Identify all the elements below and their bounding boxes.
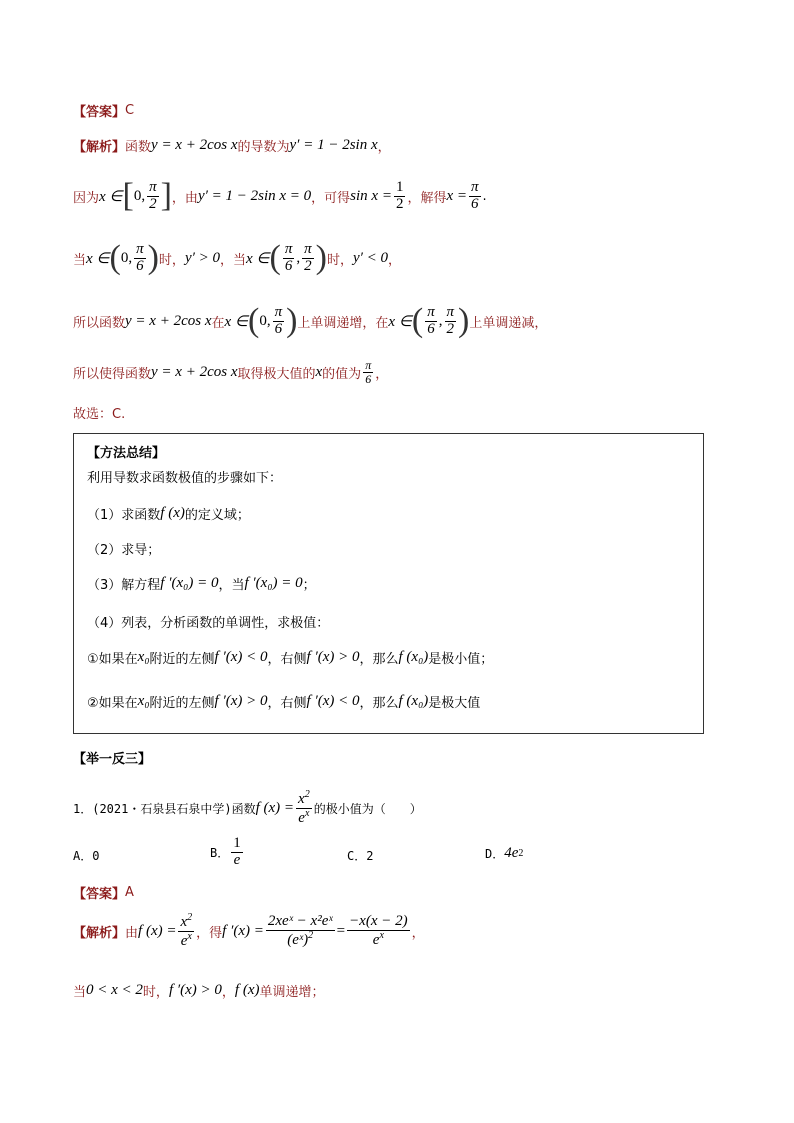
text: （4）列表，分析函数的单调性，求极值： bbox=[87, 616, 330, 631]
denominator: 6 bbox=[274, 320, 283, 337]
text: ，右侧 bbox=[267, 696, 307, 711]
left-paren: ( bbox=[411, 302, 424, 339]
math: f (x) = bbox=[138, 922, 177, 939]
denominator bbox=[371, 931, 386, 949]
denominator: 2 bbox=[395, 195, 404, 212]
text: 取得极大值的 bbox=[237, 366, 316, 382]
math: x bbox=[315, 363, 323, 380]
numerator: π bbox=[274, 303, 283, 320]
math: f ′(x) > 0 bbox=[168, 982, 222, 998]
fraction bbox=[273, 305, 285, 338]
numerator: π bbox=[427, 303, 435, 320]
math: y′ > 0 bbox=[184, 249, 220, 266]
text: 因为 bbox=[73, 190, 100, 206]
math: x ∈ bbox=[224, 313, 248, 330]
math: f ′(x) < 0 bbox=[214, 649, 268, 665]
text: 的定义域； bbox=[184, 508, 250, 523]
fraction bbox=[347, 914, 410, 949]
math: f (x₀) bbox=[398, 649, 429, 665]
numerator: π bbox=[446, 303, 455, 320]
method-title bbox=[87, 442, 165, 461]
text: （1）求函数 bbox=[87, 508, 161, 523]
denominator: 6 bbox=[471, 195, 479, 212]
math: y = x + 2cos x bbox=[151, 137, 238, 153]
method-title-text: 【方法总结】 bbox=[87, 446, 166, 461]
text: ， bbox=[411, 925, 425, 941]
text: ，得 bbox=[196, 925, 223, 941]
right-paren: ) bbox=[147, 239, 159, 276]
fraction bbox=[363, 359, 373, 385]
method-rule-1 bbox=[87, 648, 493, 667]
denominator bbox=[296, 809, 311, 827]
fraction bbox=[266, 914, 335, 949]
analysis-line-6 bbox=[73, 403, 125, 422]
numerator: π bbox=[136, 240, 144, 257]
exponent: 2 bbox=[187, 912, 193, 923]
denominator: 6 bbox=[365, 371, 372, 386]
numerator: −x(x − 2) bbox=[349, 913, 408, 929]
fraction bbox=[394, 180, 406, 213]
text: ，解得 bbox=[407, 190, 447, 206]
answer-value: A bbox=[125, 885, 134, 900]
text: ②如果在 bbox=[87, 696, 138, 711]
text: 时， bbox=[326, 252, 353, 268]
text: 当 bbox=[73, 252, 87, 268]
math: y = x + 2cos x bbox=[125, 312, 212, 329]
denominator: 2 bbox=[446, 320, 454, 337]
fraction bbox=[178, 913, 194, 950]
text: 的导数为 bbox=[237, 140, 290, 155]
denominator: 6 bbox=[136, 257, 144, 274]
analysis-line-4 bbox=[73, 304, 547, 338]
math: f ′(x) = bbox=[222, 922, 264, 939]
method-step-2 bbox=[87, 539, 160, 558]
fraction bbox=[147, 180, 159, 213]
text: ， bbox=[388, 252, 402, 268]
method-summary-box bbox=[73, 433, 704, 734]
math: f (x) = bbox=[255, 799, 295, 816]
numerator: 1 bbox=[395, 178, 404, 195]
comma: , bbox=[438, 312, 443, 329]
fraction bbox=[231, 836, 243, 869]
analysis-line-1 bbox=[73, 136, 391, 155]
analysis-label: 【解析】 bbox=[73, 140, 126, 155]
text: （3）解方程 bbox=[87, 578, 161, 593]
text: （2）求导； bbox=[87, 543, 161, 558]
math: x ∈ bbox=[246, 250, 270, 267]
exponent: x bbox=[304, 807, 310, 819]
text: 在 bbox=[211, 315, 225, 331]
fraction bbox=[302, 242, 314, 275]
option-d bbox=[485, 845, 523, 862]
math: 0, bbox=[133, 187, 146, 204]
text: ， bbox=[377, 140, 391, 155]
numerator: π bbox=[284, 240, 293, 257]
question-1 bbox=[73, 790, 422, 827]
text: ，那么 bbox=[359, 696, 399, 711]
numerator: 1 bbox=[233, 835, 241, 851]
left-bracket: [ bbox=[122, 177, 134, 214]
text: ，当 bbox=[218, 578, 245, 593]
denominator: 6 bbox=[284, 257, 293, 274]
section-heading bbox=[73, 748, 151, 767]
exponent: 2 bbox=[308, 929, 314, 941]
method-step-4 bbox=[87, 612, 329, 631]
text: ，由 bbox=[171, 190, 198, 206]
analysis2-line-1 bbox=[73, 913, 425, 950]
math: x bbox=[180, 914, 188, 930]
method-intro-text: 利用导数求函数极值的步骤如下： bbox=[87, 471, 283, 486]
denominator bbox=[285, 931, 315, 949]
numerator bbox=[296, 790, 312, 809]
numerator: 2xeˣ − x²eˣ bbox=[267, 913, 333, 929]
method-intro bbox=[87, 467, 282, 486]
denominator: e bbox=[233, 851, 241, 868]
method-step-1 bbox=[87, 504, 250, 523]
denominator: 2 bbox=[304, 257, 312, 274]
answer-line-2 bbox=[73, 883, 134, 902]
exponent: x bbox=[187, 930, 192, 942]
text: 上单调递增，在 bbox=[297, 315, 389, 331]
text: ， bbox=[375, 366, 389, 382]
exponent: 2 bbox=[304, 789, 310, 800]
answer-value: C bbox=[125, 103, 135, 118]
math: f ′(x) > 0 bbox=[306, 649, 360, 665]
right-paren: ) bbox=[458, 302, 470, 339]
math: e bbox=[372, 931, 380, 948]
math: sin x = bbox=[350, 187, 392, 204]
text: 上单调递减， bbox=[469, 315, 548, 331]
text: 函数 bbox=[125, 140, 152, 155]
analysis-label: 【解析】 bbox=[73, 925, 126, 941]
analysis2-line-2 bbox=[73, 981, 325, 1000]
text: 附近的左侧 bbox=[149, 652, 215, 667]
math: f ′(x₀) = 0 bbox=[160, 575, 219, 591]
math: y′ < 0 bbox=[352, 249, 389, 266]
right-paren: ) bbox=[286, 302, 298, 339]
fraction bbox=[469, 180, 481, 213]
option-d-label: D． bbox=[485, 847, 505, 861]
denominator bbox=[179, 932, 194, 950]
exponent: 2 bbox=[518, 848, 524, 859]
question-source: 1．(2021・石泉县石泉中学)函数 bbox=[73, 801, 256, 816]
math: x bbox=[298, 791, 305, 807]
section-heading-text: 【举一反三】 bbox=[73, 752, 152, 767]
text: 是极小值； bbox=[428, 652, 494, 667]
text: 所以函数 bbox=[73, 315, 126, 331]
denominator: 6 bbox=[427, 320, 435, 337]
denominator: 2 bbox=[149, 195, 157, 212]
text: 是极大值 bbox=[428, 696, 481, 711]
left-paren: ( bbox=[247, 302, 260, 339]
math: (eˣ) bbox=[287, 931, 309, 948]
option-c-label: C．2 bbox=[347, 849, 374, 863]
math: x ∈ bbox=[86, 250, 110, 267]
exponent: x bbox=[379, 929, 384, 941]
numerator bbox=[178, 913, 194, 932]
text: . bbox=[482, 188, 487, 204]
text: ； bbox=[302, 578, 316, 593]
math: f ′(x) < 0 bbox=[306, 693, 360, 709]
analysis-line-2 bbox=[73, 179, 487, 213]
text: 时， bbox=[142, 985, 169, 1000]
text: ， bbox=[221, 985, 235, 1000]
answer-label: 【答案】 bbox=[73, 887, 126, 902]
comma: , bbox=[296, 249, 301, 266]
answer-line bbox=[73, 101, 134, 120]
numerator: π bbox=[149, 178, 157, 195]
text: ，那么 bbox=[359, 652, 399, 667]
fraction bbox=[283, 242, 295, 275]
equals-sign: = bbox=[336, 922, 346, 939]
left-paren: ( bbox=[269, 239, 281, 276]
text: 由 bbox=[125, 925, 139, 941]
fraction bbox=[425, 305, 437, 338]
text: 的极小值为（ ） bbox=[313, 801, 422, 816]
fraction bbox=[296, 790, 312, 827]
method-step-3 bbox=[87, 574, 316, 593]
math: 0, bbox=[259, 312, 271, 329]
analysis-line-5 bbox=[73, 359, 388, 385]
numerator: π bbox=[365, 358, 372, 372]
option-b bbox=[210, 836, 245, 869]
option-c bbox=[347, 847, 373, 864]
math: x ∈ bbox=[99, 188, 123, 205]
right-bracket: ] bbox=[160, 177, 172, 214]
text: 故选：C. bbox=[73, 407, 126, 422]
math: 0 < x < 2 bbox=[86, 982, 143, 998]
math: x ∈ bbox=[388, 313, 412, 330]
math: x₀ bbox=[137, 649, 150, 665]
right-paren: ) bbox=[315, 239, 327, 276]
numerator: π bbox=[304, 240, 312, 257]
fraction bbox=[445, 305, 457, 338]
analysis-line-3 bbox=[73, 241, 401, 275]
math: f (x) bbox=[160, 505, 185, 521]
math: f (x) bbox=[234, 982, 260, 998]
math: e bbox=[298, 809, 305, 826]
math: y′ = 1 − 2sin x = 0 bbox=[197, 187, 312, 204]
text: ，可得 bbox=[311, 190, 351, 206]
math: 4e bbox=[504, 845, 519, 861]
math: 0, bbox=[120, 249, 133, 266]
option-a-label: A．0 bbox=[73, 849, 100, 863]
math: f (x₀) bbox=[398, 693, 429, 709]
left-paren: ( bbox=[109, 239, 121, 276]
math: f ′(x₀) = 0 bbox=[244, 575, 303, 591]
text: 的值为 bbox=[322, 366, 362, 382]
math: x₀ bbox=[137, 693, 150, 709]
math: e bbox=[180, 932, 188, 949]
method-rule-2 bbox=[87, 692, 480, 711]
option-a bbox=[73, 847, 99, 864]
text: 所以使得函数 bbox=[73, 366, 152, 382]
numerator: π bbox=[471, 178, 479, 195]
math: y′ = 1 − 2sin x bbox=[289, 137, 378, 153]
answer-label: 【答案】 bbox=[73, 105, 126, 120]
text: ①如果在 bbox=[87, 652, 138, 667]
text: ，当 bbox=[220, 252, 247, 268]
text: ，右侧 bbox=[267, 652, 307, 667]
math: y = x + 2cos x bbox=[151, 363, 238, 380]
math: x = bbox=[446, 187, 468, 204]
math: f ′(x) > 0 bbox=[214, 693, 268, 709]
text: 单调递增； bbox=[259, 985, 325, 1000]
text: 时， bbox=[158, 252, 185, 268]
option-b-label: B． bbox=[210, 845, 230, 860]
text: 当 bbox=[73, 985, 87, 1000]
fraction bbox=[134, 242, 146, 275]
text: 附近的左侧 bbox=[149, 696, 215, 711]
